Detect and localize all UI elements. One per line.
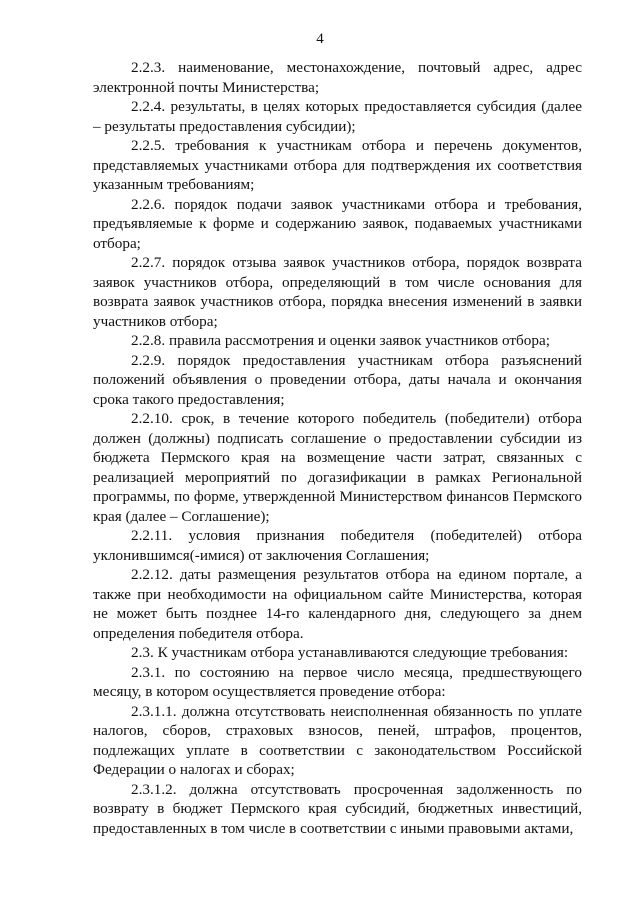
clause-2-3-1-2: 2.3.1.2. должна отсутствовать просроченная задолженность по возврату в бюджет Пермского края субсидий, бюджетных инвестиций, предоставленных в том числе в соответствии с иными правовыми актами, [93,780,582,837]
clause-2-2-9: 2.2.9. порядок предоставления участникам отбора разъяснений положений объявления о проведении отбора, даты начала и окончания срока такого предоставления; [93,351,582,408]
page-number: 4 [316,31,324,47]
clause-2-2-10: 2.2.10. срок, в течение которого победитель (победители) отбора должен (должны) подписать соглашение о предоставлении субсидии из бюджета Пермского края на возмещение части затрат, связанных с реализацией мероприятий по догазификации в рамках Региональной программы, по форме, утвержденной Министерством финансов Пермского края (далее – Соглашение); [93,410,582,525]
clause-2-2-5: 2.2.5. требования к участникам отбора и перечень документов, представляемых участниками отбора для подтверждения их соответствия указанным требованиям; [93,137,582,193]
clause-2-2-4: 2.2.4. результаты, в целях которых предоставляется субсидия (далее – результаты предоставления субсидии); [93,98,582,135]
clause-2-2-6: 2.2.6. порядок подачи заявок участниками отбора и требования, предъявляемые к форме и содержанию заявок, подаваемых участниками отбора; [93,195,582,252]
clause-2-2-8: 2.2.8. правила рассмотрения и оценки заявок участников отбора; [131,332,550,349]
clause-2-2-3: 2.2.3. наименование, местонахождение, почтовый адрес, адрес электронной почты Министерства; [93,59,582,96]
clause-2-2-11: 2.2.11. условия признания победителя (победителей) отбора уклонившимся(-имися) от заключения Соглашения; [93,527,582,564]
clause-2-3-1-1: 2.3.1.1. должна отсутствовать неисполненная обязанность по уплате налогов, сборов, страховых взносов, пеней, штрафов, процентов, подлежащих уплате в соответствии с законодательством Российской Федерации о налогах и сборах; [93,702,582,778]
clause-2-3: 2.3. К участникам отбора устанавливаются следующие требования: [131,644,569,661]
clause-2-2-12: 2.2.12. даты размещения результатов отбора на едином портале, а также при необходимости на официальном сайте Министерства, которая не может быть позднее 14-го календарного дня, следующего за днем определения победителя отбора. [93,566,582,642]
clause-2-2-7: 2.2.7. порядок отзыва заявок участников отбора, порядок возврата заявок участников отбора, определяющий в том числе основания для возврата заявок участников отбора, порядка внесения изменений в заявки участников отбора; [93,254,582,330]
document-body [93,58,582,838]
clause-2-3-1: 2.3.1. по состоянию на первое число месяца, предшествующего месяцу, в котором осуществляется проведение отбора: [93,663,582,700]
